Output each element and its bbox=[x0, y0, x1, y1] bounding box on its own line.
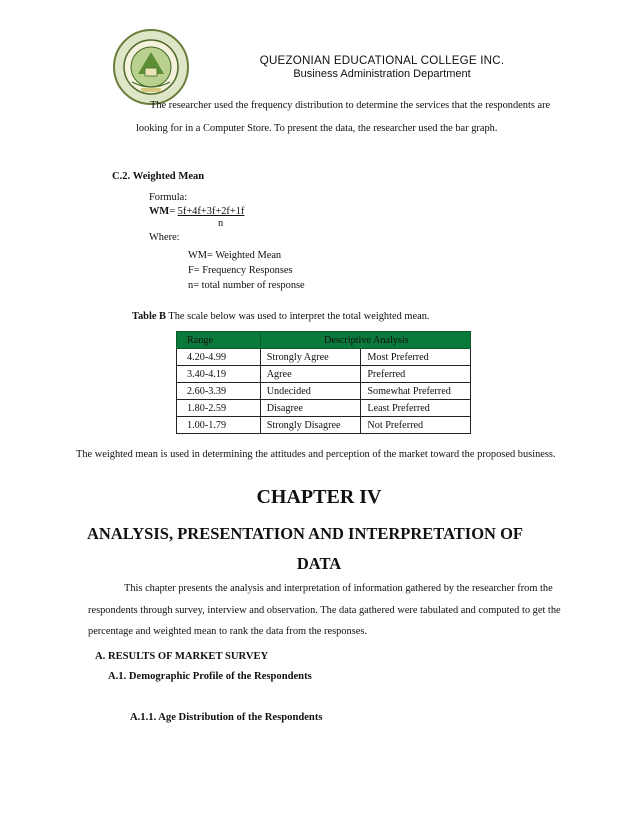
where-label: Where: bbox=[149, 232, 180, 243]
preference-cell: Most Preferred bbox=[361, 349, 471, 366]
table-row bbox=[177, 400, 471, 417]
range-header: Range bbox=[177, 332, 261, 349]
formula-label: Formula: bbox=[149, 192, 188, 203]
scale-cell: Disagree bbox=[260, 400, 361, 417]
chapter-intro-paragraph: This chapter presents the analysis and interpretation of information gathered by the researcher from the respondents through survey, interview and observation. The data gathered were tabulated and computed to get the percentage and weighted mean to rank the data from the responses. bbox=[88, 583, 561, 637]
definition-f: F= Frequency Responses bbox=[188, 265, 293, 276]
section-a11-heading: A.1.1. Age Distribution of the Respondents bbox=[130, 712, 323, 723]
department-name: Business Administration Department bbox=[293, 68, 471, 80]
formula-numerator: 5f+4f+3f+2f+1f bbox=[177, 206, 245, 217]
scale-cell: Undecided bbox=[260, 383, 361, 400]
table-row bbox=[177, 366, 471, 383]
table-header-row bbox=[177, 332, 471, 349]
weighted-mean-heading: C.2. Weighted Mean bbox=[112, 171, 205, 182]
scale-table bbox=[176, 331, 471, 434]
preference-cell: Somewhat Preferred bbox=[361, 383, 471, 400]
table-b-caption-text: The scale below was used to interpret the total weighted mean. bbox=[165, 311, 430, 322]
range-cell: 4.20-4.99 bbox=[177, 349, 261, 366]
table-row bbox=[177, 417, 471, 434]
range-cell: 1.00-1.79 bbox=[177, 417, 261, 434]
range-cell: 2.60-3.39 bbox=[177, 383, 261, 400]
section-a1-heading: A.1. Demographic Profile of the Respondents bbox=[108, 671, 312, 682]
definition-n: n= total number of response bbox=[188, 280, 305, 291]
scale-cell: Agree bbox=[260, 366, 361, 383]
preference-cell: Not Preferred bbox=[361, 417, 471, 434]
chapter-title: CHAPTER IV bbox=[256, 486, 382, 508]
wm-symbol: WM bbox=[149, 206, 170, 217]
chapter-subtitle-continued: DATA bbox=[296, 554, 342, 573]
institution-name: QUEZONIAN EDUCATIONAL COLLEGE INC. bbox=[259, 54, 505, 67]
preference-cell: Preferred bbox=[361, 366, 471, 383]
table-row bbox=[177, 349, 471, 366]
formula-expression bbox=[149, 206, 244, 217]
definition-wm: WM= Weighted Mean bbox=[188, 250, 282, 261]
table-b-label: Table B bbox=[132, 311, 166, 322]
table-b-caption bbox=[132, 311, 430, 322]
chapter-subtitle: ANALYSIS, PRESENTATION AND INTERPRETATION OF bbox=[87, 524, 523, 543]
table-row bbox=[177, 383, 471, 400]
range-cell: 1.80-2.59 bbox=[177, 400, 261, 417]
descriptive-analysis-header: Descriptive Analysis bbox=[260, 332, 470, 349]
weighted-mean-paragraph: The weighted mean is used in determining the attitudes and perception of the market toward the proposed business. bbox=[76, 449, 556, 460]
equals-sign: = bbox=[169, 206, 178, 217]
scale-cell: Strongly Agree bbox=[260, 349, 361, 366]
scale-cell: Strongly Disagree bbox=[260, 417, 361, 434]
preference-cell: Least Preferred bbox=[361, 400, 471, 417]
section-a-heading: A. RESULTS OF MARKET SURVEY bbox=[95, 651, 269, 662]
formula-denominator: n bbox=[218, 218, 224, 229]
range-cell: 3.40-4.19 bbox=[177, 366, 261, 383]
intro-paragraph: The researcher used the frequency distribution to determine the services that the respondents are looking for in a Computer Store. To present the data, the researcher used the bar graph. bbox=[136, 100, 551, 134]
